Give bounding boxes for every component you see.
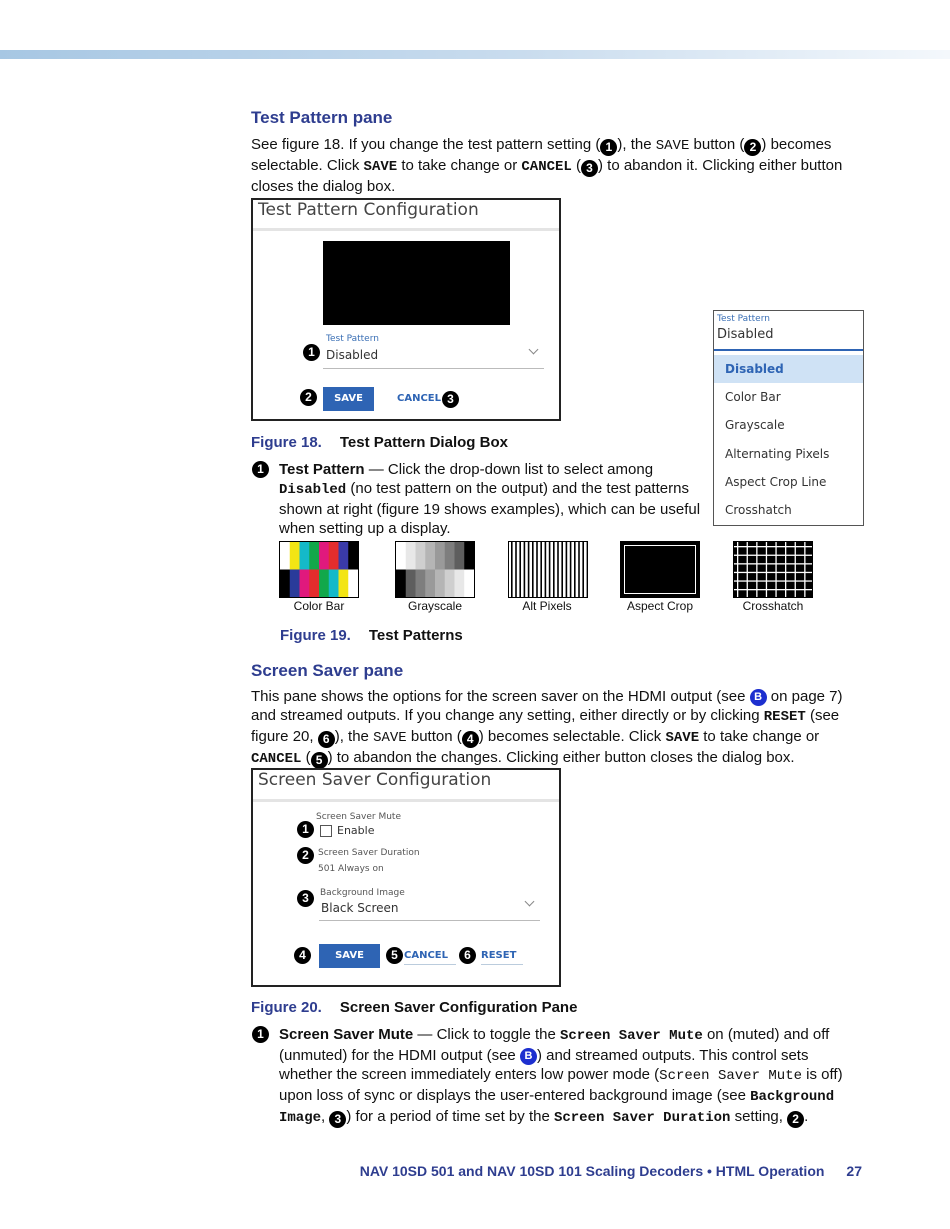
mute-label: Screen Saver Mute bbox=[316, 812, 401, 822]
cancel-button[interactable]: CANCEL bbox=[404, 950, 456, 965]
code-term: SAVE bbox=[655, 138, 690, 154]
pattern-mark bbox=[766, 542, 767, 597]
dropdown-option[interactable]: Color Bar bbox=[725, 390, 781, 405]
pattern-mark bbox=[300, 570, 310, 598]
callout-6: 6 bbox=[459, 947, 476, 964]
test-pattern-item bbox=[279, 460, 707, 538]
callout-number: 6 bbox=[318, 731, 335, 748]
pattern-mark bbox=[785, 542, 786, 597]
section-heading-screen-saver: Screen Saver pane bbox=[251, 661, 404, 680]
text-run: ) becomes selectable. Click bbox=[251, 136, 832, 174]
pattern-mark bbox=[515, 542, 517, 597]
pattern-mark bbox=[309, 570, 319, 598]
bg-image-select[interactable]: Black Screen bbox=[321, 901, 399, 915]
text-run: to take change or bbox=[397, 157, 522, 174]
test-pattern-select[interactable]: Disabled bbox=[326, 348, 379, 362]
text-run: (see figure 20, bbox=[251, 707, 840, 745]
pattern-mark bbox=[511, 542, 513, 597]
text-run: (no test pattern on the output) and the test patterns shown at right (figure 19 shows examples), which can be useful when setting up a display. bbox=[279, 480, 701, 537]
crosshatch-svg bbox=[734, 542, 812, 597]
pattern-mark bbox=[319, 542, 329, 570]
callout-4: 4 bbox=[294, 947, 311, 964]
dialog-title: Screen Saver Configuration bbox=[258, 770, 492, 790]
text-run: button ( bbox=[406, 728, 462, 745]
pattern-label-grayscale: Grayscale bbox=[407, 599, 463, 613]
header-band bbox=[0, 50, 950, 59]
test-pattern-field-label: Test Pattern bbox=[326, 334, 379, 344]
pattern-mark bbox=[435, 542, 445, 570]
code-term-bold: CANCEL bbox=[251, 751, 302, 767]
grayscale-pattern bbox=[395, 541, 475, 598]
save-button[interactable]: SAVE bbox=[319, 944, 380, 968]
title-divider bbox=[253, 799, 559, 802]
screen-saver-dialog bbox=[251, 768, 561, 987]
dropdown-underline bbox=[714, 349, 863, 351]
pattern-mark bbox=[300, 542, 310, 570]
aspect-crop-pattern bbox=[620, 541, 700, 598]
text-run: ), the bbox=[617, 136, 656, 153]
dropdown-option[interactable]: Aspect Crop Line bbox=[725, 474, 827, 489]
text-run: ) for a period of time set by the bbox=[346, 1108, 554, 1125]
text-run: setting, bbox=[730, 1108, 788, 1125]
footer-title: NAV 10SD 501 and NAV 10SD 101 Scaling Decoders • HTML Operation bbox=[359, 1163, 825, 1179]
pattern-mark bbox=[734, 563, 812, 564]
reset-button[interactable]: RESET bbox=[481, 950, 523, 965]
alt-pixels-svg bbox=[509, 542, 587, 597]
callout-number: 4 bbox=[462, 731, 479, 748]
text-run: — Click the drop-down list to select among bbox=[364, 461, 654, 478]
pattern-mark bbox=[280, 570, 290, 598]
test-pattern-dialog bbox=[251, 198, 561, 421]
callout-3: 3 bbox=[442, 391, 459, 408]
text-run: ) becomes selectable. Click bbox=[478, 728, 666, 745]
text-run: ( bbox=[301, 749, 311, 766]
figure-18-caption: Figure 18. Test Pattern Dialog Box bbox=[251, 434, 508, 451]
pattern-mark bbox=[339, 570, 349, 598]
crosshatch-pattern bbox=[733, 541, 813, 598]
bg-image-label: Background Image bbox=[320, 888, 405, 898]
pattern-mark bbox=[737, 542, 738, 597]
pattern-mark bbox=[734, 580, 812, 581]
callout-letter: B bbox=[520, 1048, 537, 1065]
save-button[interactable]: SAVE bbox=[323, 387, 374, 411]
pattern-mark bbox=[348, 542, 358, 570]
pattern-mark bbox=[416, 542, 426, 570]
pattern-mark bbox=[519, 542, 521, 597]
pattern-mark bbox=[570, 542, 572, 597]
pattern-mark bbox=[416, 570, 426, 598]
pattern-mark bbox=[348, 570, 358, 598]
screen-saver-paragraph bbox=[251, 687, 856, 769]
figure-20-caption: Figure 20. Screen Saver Configuration Pane bbox=[251, 999, 578, 1016]
pattern-mark bbox=[339, 542, 349, 570]
pattern-mark bbox=[445, 570, 455, 598]
dropdown-value[interactable]: Disabled bbox=[717, 327, 774, 342]
text-run: ) to abandon the changes. Clicking either button closes the dialog box. bbox=[327, 749, 795, 766]
cancel-button[interactable]: CANCEL bbox=[397, 393, 441, 404]
text-run: ( bbox=[571, 157, 581, 174]
pattern-mark bbox=[775, 542, 776, 597]
duration-value[interactable]: 501 Always on bbox=[318, 864, 384, 874]
pattern-mark bbox=[455, 542, 465, 570]
code-term-bold: Disabled bbox=[279, 482, 347, 498]
pattern-mark bbox=[734, 572, 812, 573]
pattern-mark bbox=[435, 570, 445, 598]
text-run: ) and streamed outputs. This control sets whether the screen immediately enters low power mode ( bbox=[279, 1047, 809, 1083]
pattern-mark bbox=[329, 542, 339, 570]
callout-3: 3 bbox=[297, 890, 314, 907]
pattern-mark bbox=[524, 542, 526, 597]
title-divider bbox=[253, 228, 559, 231]
code-term: SAVE bbox=[373, 730, 407, 746]
page-footer bbox=[360, 1163, 862, 1179]
enable-checkbox[interactable] bbox=[320, 825, 332, 837]
callout-2: 2 bbox=[297, 847, 314, 864]
text-run: — Click to toggle the bbox=[413, 1026, 560, 1043]
pattern-mark bbox=[309, 542, 319, 570]
pattern-label-color-bar: Color Bar bbox=[293, 599, 345, 613]
field-underline bbox=[323, 368, 544, 369]
pattern-mark bbox=[532, 542, 534, 597]
dropdown-option[interactable]: Grayscale bbox=[725, 418, 785, 433]
callout-number: 2 bbox=[744, 139, 761, 156]
pattern-mark bbox=[549, 542, 551, 597]
pattern-mark bbox=[566, 542, 568, 597]
pattern-mark bbox=[406, 542, 416, 570]
pattern-mark bbox=[734, 589, 812, 590]
pattern-mark bbox=[578, 542, 580, 597]
pattern-mark bbox=[464, 542, 474, 570]
callout-number: 2 bbox=[787, 1111, 804, 1128]
text-run: ) to abandon it. Clicking either button closes the dialog box. bbox=[251, 157, 843, 195]
code-term-bold: CANCEL bbox=[521, 159, 572, 175]
callout-number: 3 bbox=[581, 160, 598, 177]
pattern-mark bbox=[545, 542, 547, 597]
pattern-mark bbox=[747, 542, 748, 597]
pattern-mark bbox=[396, 570, 406, 598]
code-term-bold: SAVE bbox=[363, 159, 398, 175]
callout-number: 3 bbox=[329, 1111, 346, 1128]
enable-label: Enable bbox=[337, 824, 375, 837]
dropdown-option[interactable]: Crosshatch bbox=[725, 503, 792, 517]
callout-number: 5 bbox=[311, 752, 328, 769]
alt-pixels-pattern bbox=[508, 541, 588, 598]
pattern-mark bbox=[319, 570, 329, 598]
pattern-mark bbox=[329, 570, 339, 598]
text-run: on page 7) and streamed outputs. If you change any setting, either directly or by clicking bbox=[251, 688, 843, 724]
section-heading-test-pattern: Test Pattern pane bbox=[251, 108, 393, 127]
pattern-mark bbox=[553, 542, 555, 597]
aspect-crop-line bbox=[624, 545, 696, 594]
chevron-down-icon[interactable] bbox=[529, 345, 539, 355]
preview-area bbox=[323, 241, 510, 325]
pattern-mark bbox=[396, 542, 406, 570]
pattern-mark bbox=[290, 570, 300, 598]
pattern-mark bbox=[455, 570, 465, 598]
pattern-mark bbox=[795, 542, 796, 597]
code-term: Screen Saver Mute bbox=[659, 1068, 802, 1084]
code-term-bold: Screen Saver Duration bbox=[553, 1110, 731, 1126]
color-bar-svg bbox=[280, 542, 358, 597]
dropdown-option[interactable]: Disabled bbox=[714, 355, 863, 383]
text-run: is off) upon loss of sync or displays the user-entered background image (see bbox=[279, 1066, 843, 1104]
pattern-mark bbox=[425, 542, 435, 570]
chevron-down-icon[interactable] bbox=[525, 897, 535, 907]
callout-number: 1 bbox=[600, 139, 617, 156]
item-term: Test Pattern bbox=[279, 461, 365, 478]
code-term-bold: RESET bbox=[763, 709, 806, 725]
pattern-mark bbox=[756, 542, 757, 597]
page-number: 27 bbox=[846, 1163, 862, 1179]
callout-2: 2 bbox=[300, 389, 317, 406]
duration-label: Screen Saver Duration bbox=[318, 848, 420, 858]
screen-saver-mute-item bbox=[279, 1025, 849, 1128]
pattern-mark bbox=[804, 542, 805, 597]
pattern-label-crosshatch: Crosshatch bbox=[742, 599, 804, 613]
pattern-mark bbox=[528, 542, 530, 597]
callout-1: 1 bbox=[303, 344, 320, 361]
pattern-mark bbox=[406, 570, 416, 598]
text-run: This pane shows the options for the screen saver on the HDMI output (see bbox=[251, 688, 750, 705]
item-term: Screen Saver Mute bbox=[279, 1026, 414, 1043]
dialog-title: Test Pattern Configuration bbox=[258, 200, 479, 220]
code-term-bold: Background Image bbox=[279, 1089, 835, 1126]
pattern-mark bbox=[445, 542, 455, 570]
callout-letter: B bbox=[750, 689, 767, 706]
text-run: button ( bbox=[689, 136, 745, 153]
text-run: to take change or bbox=[699, 728, 820, 745]
field-underline bbox=[319, 920, 540, 921]
pattern-mark bbox=[540, 542, 542, 597]
dropdown-label: Test Pattern bbox=[717, 314, 770, 324]
item-callout-1: 1 bbox=[252, 1026, 269, 1043]
pattern-mark bbox=[536, 542, 538, 597]
dropdown-option[interactable]: Alternating Pixels bbox=[725, 446, 830, 461]
text-run: , bbox=[321, 1108, 330, 1125]
figure-19-caption: Figure 19. Test Patterns bbox=[280, 627, 463, 644]
test-pattern-dropdown bbox=[713, 310, 864, 526]
text-run: . bbox=[804, 1108, 809, 1125]
pattern-label-alt-pixels: Alt Pixels bbox=[522, 599, 572, 613]
color-bar-pattern bbox=[279, 541, 359, 598]
pattern-mark bbox=[561, 542, 563, 597]
pattern-mark bbox=[734, 546, 812, 547]
grayscale-svg bbox=[396, 542, 474, 597]
text-run: ), the bbox=[334, 728, 374, 745]
callout-1: 1 bbox=[297, 821, 314, 838]
pattern-mark bbox=[290, 542, 300, 570]
pattern-label-aspect-crop: Aspect Crop bbox=[626, 599, 694, 613]
code-term-bold: SAVE bbox=[665, 730, 700, 746]
pattern-mark bbox=[464, 570, 474, 598]
pattern-mark bbox=[425, 570, 435, 598]
pattern-mark bbox=[582, 542, 584, 597]
pattern-mark bbox=[574, 542, 576, 597]
item-callout-1: 1 bbox=[252, 461, 269, 478]
test-pattern-paragraph bbox=[251, 135, 856, 196]
pattern-mark bbox=[734, 555, 812, 556]
code-term-bold: Screen Saver Mute bbox=[559, 1028, 703, 1044]
pattern-mark bbox=[557, 542, 559, 597]
text-run: on (muted) and off (unmuted) for the HDMI output (see bbox=[279, 1026, 830, 1064]
text-run: See figure 18. If you change the test pattern setting ( bbox=[251, 136, 601, 153]
callout-5: 5 bbox=[386, 947, 403, 964]
pattern-mark bbox=[280, 542, 290, 570]
